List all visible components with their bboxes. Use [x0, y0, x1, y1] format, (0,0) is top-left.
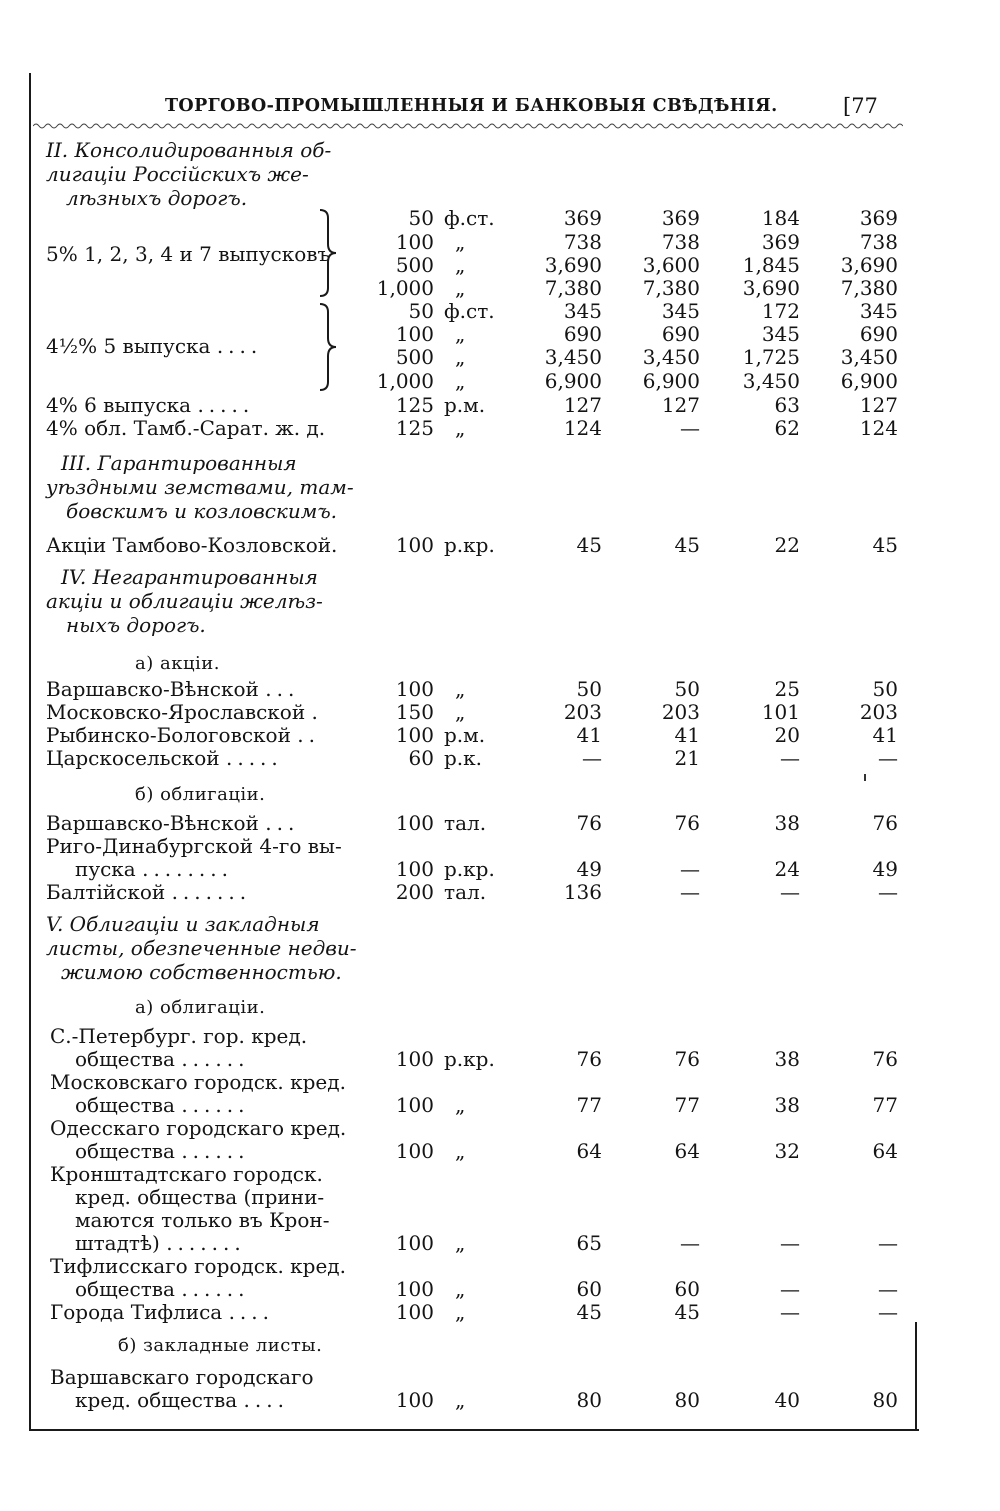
cell-nom: 100: [395, 857, 434, 881]
cell-c3: 25: [774, 677, 800, 701]
cell-c1: 76: [576, 1047, 602, 1071]
cell-nom: 1,000: [376, 369, 434, 393]
cell-c4: —: [878, 1277, 898, 1301]
cell-c4: 77: [872, 1093, 898, 1117]
cell-unit: р.кр.: [444, 857, 495, 881]
row-label-4pct-tamb: 4% обл. Тамб.-Сарат. ж. д.: [46, 416, 326, 440]
cell-c2: 41: [674, 723, 700, 747]
cell-c3: 3,690: [742, 276, 800, 300]
cell-c2: —: [680, 857, 700, 881]
row-label-tambov-kozlov: Акціи Тамбово-Козловской.: [46, 533, 338, 557]
cell-c4: 50: [872, 677, 898, 701]
cell-unit: „: [455, 677, 466, 701]
cell-c3: 62: [774, 416, 800, 440]
row-label-moscow-credit-cont: общества ......: [75, 1093, 250, 1117]
cell-c4: 3,450: [840, 345, 898, 369]
cell-unit: р.м.: [444, 723, 486, 747]
section-heading-line: лигаціи Россійскихъ же-: [46, 162, 309, 186]
cell-c3: 101: [761, 700, 800, 724]
cell-nom: 100: [395, 1277, 434, 1301]
cell-c3: —: [780, 1277, 800, 1301]
page-frame-bottom-rule: [29, 1429, 919, 1431]
cell-nom: 100: [395, 723, 434, 747]
cell-c1: 80: [576, 1388, 602, 1412]
cell-unit: ф.ст.: [444, 299, 495, 323]
cell-c4: —: [878, 880, 898, 904]
cell-c4: 3,690: [840, 253, 898, 277]
section-heading-line: листы, обезпеченные недви-: [46, 936, 357, 960]
cell-nom: 1,000: [376, 276, 434, 300]
cell-c4: 6,900: [840, 369, 898, 393]
row-label-warsaw-credit-cont: кред. общества ....: [75, 1388, 289, 1412]
subheading-a-akcii: а) акціи.: [135, 653, 221, 674]
row-label-riga-dinaburg-cont: пуска ........: [75, 857, 233, 881]
cell-c2: 77: [674, 1093, 700, 1117]
cell-c2: 60: [674, 1277, 700, 1301]
cell-c1: 203: [563, 700, 602, 724]
cell-c2: 6,900: [642, 369, 700, 393]
cell-c2: 369: [661, 206, 700, 230]
cell-unit: тал.: [444, 811, 487, 835]
cell-nom: 500: [395, 253, 434, 277]
cell-c1: 77: [576, 1093, 602, 1117]
row-label-5pct: 5% 1, 2, 3, 4 и 7 выпусковъ: [46, 242, 331, 266]
cell-unit: р.кр.: [444, 1047, 495, 1071]
row-label-tiflis-credit: Тифлисскаго городск. кред.: [50, 1254, 346, 1278]
row-label-kronstadt-credit-4: штадтѣ) .......: [75, 1231, 246, 1255]
row-label-warsaw-vienna-bonds: Варшавско-Вѣнской ...: [46, 811, 300, 835]
cell-c4: —: [878, 746, 898, 770]
cell-c4: 80: [872, 1388, 898, 1412]
cell-nom: 100: [395, 1139, 434, 1163]
cell-c3: 24: [774, 857, 800, 881]
cell-c1: 690: [563, 322, 602, 346]
cell-c2: 50: [674, 677, 700, 701]
cell-nom: 100: [395, 1388, 434, 1412]
cell-c1: 49: [576, 857, 602, 881]
cell-c4: 345: [859, 299, 898, 323]
cell-c3: 1,845: [742, 253, 800, 277]
cell-c3: 63: [774, 393, 800, 417]
cell-c3: —: [780, 746, 800, 770]
cell-unit: „: [455, 1300, 466, 1324]
row-label-kronstadt-credit-2: кред. общества (прини-: [75, 1185, 325, 1209]
cell-unit: ф.ст.: [444, 206, 495, 230]
cell-unit: р.кр.: [444, 533, 495, 557]
row-label-moscow-credit: Московскаго городск. кред.: [50, 1070, 346, 1094]
cell-c4: —: [878, 1300, 898, 1324]
cell-c1: —: [582, 746, 602, 770]
section-heading-line: II. Консолидированныя об-: [46, 138, 332, 162]
cell-nom: 125: [395, 393, 434, 417]
cell-nom: 200: [395, 880, 434, 904]
cell-c3: 32: [774, 1139, 800, 1163]
section-heading-line: акціи и облигаціи желѣз-: [46, 589, 323, 613]
row-label-warsaw-credit: Варшавскаго городскаго: [50, 1365, 314, 1389]
cell-nom: 100: [395, 322, 434, 346]
cell-c2: 45: [674, 533, 700, 557]
running-header-title: ТОРГОВО-ПРОМЫШЛЕННЫЯ И БАНКОВЫЯ СВѢДѢНІЯ.: [165, 96, 778, 116]
cell-c2: 76: [674, 811, 700, 835]
cell-c4: 64: [872, 1139, 898, 1163]
cell-c2: 127: [661, 393, 700, 417]
cell-nom: 500: [395, 345, 434, 369]
cell-c2: 738: [661, 230, 700, 254]
subheading-b-obligacii: б) облигаціи.: [135, 784, 266, 805]
cell-c3: 345: [761, 322, 800, 346]
cell-c1: 41: [576, 723, 602, 747]
cell-nom: 100: [395, 677, 434, 701]
cell-c4: 41: [872, 723, 898, 747]
section-heading-line: III. Гарантированныя: [61, 451, 297, 475]
cell-c1: 3,450: [544, 345, 602, 369]
cell-c2: 203: [661, 700, 700, 724]
row-label-odessa-credit: Одесскаго городскаго кред.: [50, 1116, 347, 1140]
cell-nom: 100: [395, 230, 434, 254]
cell-c2: —: [680, 1231, 700, 1255]
cell-unit: „: [455, 1231, 466, 1255]
row-label-tiflis-city: Города Тифлиса ....: [50, 1300, 275, 1324]
cell-c1: 6,900: [544, 369, 602, 393]
section-heading-v: [46, 912, 357, 984]
cell-c2: 3,600: [642, 253, 700, 277]
cell-c4: 369: [859, 206, 898, 230]
section-heading-line: бовскимъ и козловскимъ.: [66, 499, 338, 523]
cell-c2: —: [680, 880, 700, 904]
header-wavy-rule: [33, 121, 903, 131]
cell-c4: 738: [859, 230, 898, 254]
cell-c1: 124: [563, 416, 602, 440]
cell-c1: 60: [576, 1277, 602, 1301]
cell-c3: 40: [774, 1388, 800, 1412]
section-heading-line: жимою собственностью.: [61, 960, 342, 984]
cell-c2: 7,380: [642, 276, 700, 300]
cell-c4: 76: [872, 1047, 898, 1071]
cell-c3: 184: [761, 206, 800, 230]
cell-unit: „: [455, 1277, 466, 1301]
cell-c1: 50: [576, 677, 602, 701]
cell-c1: 45: [576, 533, 602, 557]
section-heading-ii: [46, 138, 331, 210]
cell-c4: 76: [872, 811, 898, 835]
cell-c4: 203: [859, 700, 898, 724]
cell-c1: 738: [563, 230, 602, 254]
cell-c1: 369: [563, 206, 602, 230]
cell-c1: 136: [563, 880, 602, 904]
cell-nom: 125: [395, 416, 434, 440]
cell-nom: 100: [395, 533, 434, 557]
cell-unit: „: [455, 416, 466, 440]
cell-nom: 60: [408, 746, 434, 770]
section-heading-line: ныхъ дорогъ.: [66, 613, 206, 637]
cell-c3: 1,725: [742, 345, 800, 369]
cell-c3: 38: [774, 1093, 800, 1117]
section-heading-line: уѣздными земствами, там-: [46, 475, 354, 499]
cell-nom: 50: [408, 299, 434, 323]
cell-c3: 369: [761, 230, 800, 254]
page-frame-right-rule: [915, 1322, 917, 1430]
cell-unit: р.к.: [444, 746, 483, 770]
row-label-tsarskoye: Царскосельской .....: [46, 746, 283, 770]
stray-print-mark: [864, 774, 866, 781]
section-heading-iii: [46, 451, 354, 523]
cell-unit: тал.: [444, 880, 487, 904]
cell-nom: 50: [408, 206, 434, 230]
row-label-moscow-yaroslavl: Московско-Ярославской .: [46, 700, 323, 724]
cell-c3: 20: [774, 723, 800, 747]
cell-unit: „: [455, 276, 466, 300]
cell-c3: 3,450: [742, 369, 800, 393]
cell-c1: 65: [576, 1231, 602, 1255]
row-label-4pct-6: 4% 6 выпуска .....: [46, 393, 255, 417]
cell-c2: —: [680, 416, 700, 440]
cell-c1: 64: [576, 1139, 602, 1163]
cell-c1: 7,380: [544, 276, 602, 300]
cell-c4: 45: [872, 533, 898, 557]
cell-c3: 38: [774, 811, 800, 835]
cell-unit: р.м.: [444, 393, 486, 417]
cell-c1: 345: [563, 299, 602, 323]
cell-unit: „: [455, 1139, 466, 1163]
cell-nom: 100: [395, 1231, 434, 1255]
cell-c4: 124: [859, 416, 898, 440]
cell-c4: 49: [872, 857, 898, 881]
cell-c3: 22: [774, 533, 800, 557]
row-label-spb-credit-cont: общества ......: [75, 1047, 250, 1071]
cell-c3: —: [780, 1300, 800, 1324]
row-label-odessa-credit-cont: общества ......: [75, 1139, 250, 1163]
cell-c3: —: [780, 880, 800, 904]
cell-unit: „: [455, 322, 466, 346]
subheading-b-zakladnye: б) закладные листы.: [118, 1335, 323, 1356]
row-label-rybinsk: Рыбинско-Бологовской ..: [46, 723, 320, 747]
cell-c4: —: [878, 1231, 898, 1255]
row-label-warsaw-vienna: Варшавско-Вѣнской ...: [46, 677, 300, 701]
cell-c1: 45: [576, 1300, 602, 1324]
cell-c3: 172: [761, 299, 800, 323]
cell-c2: 64: [674, 1139, 700, 1163]
cell-nom: 100: [395, 1047, 434, 1071]
cell-nom: 100: [395, 811, 434, 835]
cell-unit: „: [455, 700, 466, 724]
row-label-spb-credit: С.-Петербург. гор. кред.: [50, 1024, 308, 1048]
cell-c1: 3,690: [544, 253, 602, 277]
cell-c2: 21: [674, 746, 700, 770]
cell-c2: 345: [661, 299, 700, 323]
cell-c4: 7,380: [840, 276, 898, 300]
row-label-4-5pct: 4½% 5 выпуска ....: [46, 334, 263, 358]
cell-unit: „: [455, 369, 466, 393]
cell-unit: „: [455, 1388, 466, 1412]
section-heading-line: лѣзныхъ дорогъ.: [66, 186, 248, 210]
cell-unit: „: [455, 1093, 466, 1117]
row-label-kronstadt-credit-3: маются только въ Крон-: [75, 1208, 330, 1232]
cell-c1: 76: [576, 811, 602, 835]
row-label-baltic: Балтійской .......: [46, 880, 252, 904]
section-heading-iv: [46, 565, 323, 637]
cell-nom: 100: [395, 1300, 434, 1324]
section-heading-line: V. Облигаціи и закладныя: [46, 912, 320, 936]
cell-c2: 690: [661, 322, 700, 346]
cell-nom: 150: [395, 700, 434, 724]
cell-nom: 100: [395, 1093, 434, 1117]
cell-unit: „: [455, 230, 466, 254]
page-number: [77: [843, 94, 878, 118]
cell-c1: 127: [563, 393, 602, 417]
cell-c2: 76: [674, 1047, 700, 1071]
cell-c2: 45: [674, 1300, 700, 1324]
row-label-kronstadt-credit: Кронштадтскаго городск.: [50, 1162, 323, 1186]
cell-c2: 80: [674, 1388, 700, 1412]
row-label-riga-dinaburg: Риго-Динабургской 4-го вы-: [46, 834, 342, 858]
cell-c3: —: [780, 1231, 800, 1255]
cell-c3: 38: [774, 1047, 800, 1071]
section-heading-line: IV. Негарантированныя: [61, 565, 318, 589]
row-label-tiflis-credit-cont: общества ......: [75, 1277, 250, 1301]
cell-c2: 3,450: [642, 345, 700, 369]
cell-unit: „: [455, 253, 466, 277]
cell-c4: 690: [859, 322, 898, 346]
cell-unit: „: [455, 345, 466, 369]
page-frame-left-rule: [29, 73, 31, 1431]
cell-c4: 127: [859, 393, 898, 417]
subheading-a-obligacii: а) облигаціи.: [135, 997, 266, 1018]
